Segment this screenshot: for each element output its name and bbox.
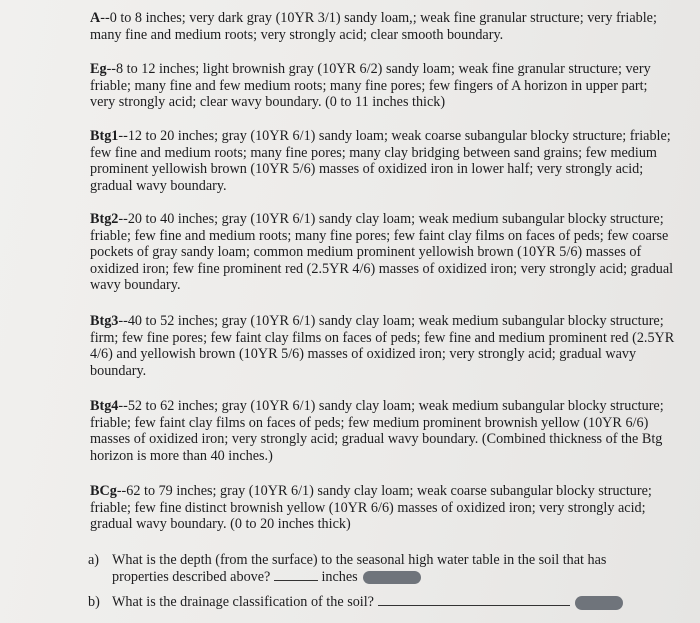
horizon-text: --62 to 79 inches; gray (10YR 6/1) sandy clay loam; weak coarse subangular blocky structure; friable; few fine distinct brownish yellow (10YR 6/6) masses of oxidized iron; very strongly acid; gradual wavy boundary. (0 to 20 inches thick)	[90, 483, 652, 532]
redaction-scribble	[363, 571, 421, 584]
horizon-code: Eg	[90, 61, 107, 77]
horizon-text: --40 to 52 inches; gray (10YR 6/1) sandy clay loam; weak medium subangular blocky structure; firm; few fine pores; few faint clay films on faces of peds; few fine and medium prominent red (2.5YR 4/6) and yellowish brown (10YR 5/6) masses of oxidized iron; very strongly acid; gradual wavy boundary.	[90, 313, 675, 379]
horizon-eg-description	[90, 61, 675, 111]
horizon-code: Btg3	[90, 313, 119, 329]
horizon-btg4-description	[90, 398, 675, 464]
horizon-text: --52 to 62 inches; gray (10YR 6/1) sandy clay loam; weak medium subangular blocky structure; friable; few faint clay films on faces of peds; few medium prominent brownish yellow (10YR 6/6) masses of oxidized iron; very strongly acid; gradual wavy boundary. (Combined thickness of the Btg horizon is more than 40 inches.)	[90, 398, 664, 464]
unit-label: inches	[321, 569, 358, 585]
horizon-text: --20 to 40 inches; gray (10YR 6/1) sandy clay loam; weak medium subangular blocky structure; friable; few fine and medium roots; many fine pores; few faint clay films on faces of peds; few coarse pockets of gray sandy loam; common medium prominent yellowish brown (10YR 5/6) masses of oxidized iron; few fine prominent red (2.5YR 4/6) masses of oxidized iron; very strongly acid; gradual wavy boundary.	[90, 211, 674, 293]
redaction-scribble	[575, 596, 623, 610]
horizon-a-description	[90, 10, 675, 43]
question-b	[88, 594, 678, 611]
horizon-btg2-description	[90, 211, 675, 294]
horizon-btg1-description	[90, 128, 675, 194]
question-marker: b)	[88, 594, 100, 610]
answer-blank-drainage[interactable]	[378, 605, 570, 606]
horizon-bcg-description	[90, 483, 675, 533]
horizon-code: Btg2	[90, 211, 119, 227]
horizon-code: Btg1	[90, 128, 119, 144]
horizon-btg3-description	[90, 313, 675, 379]
horizon-text: --8 to 12 inches; light brownish gray (10YR 6/2) sandy loam; weak fine granular structure; very friable; many fine and few medium roots; many fine pores; few fingers of A horizon in upper part; very strongly acid; clear wavy boundary. (0 to 11 inches thick)	[90, 61, 651, 110]
horizon-code: Btg4	[90, 398, 119, 414]
question-a	[88, 552, 678, 586]
question-text: What is the depth (from the surface) to the seasonal high water table in the soil that has	[112, 552, 607, 568]
answer-blank-depth[interactable]	[274, 580, 318, 581]
horizon-code: BCg	[90, 483, 117, 499]
horizon-code: A	[90, 10, 101, 26]
question-text-continued: properties described above?	[112, 569, 271, 585]
horizon-text: --0 to 8 inches; very dark gray (10YR 3/1) sandy loam,; weak fine granular structure; very friable; many fine and medium roots; very strongly acid; clear smooth boundary.	[90, 10, 657, 43]
horizon-text: --12 to 20 inches; gray (10YR 6/1) sandy loam; weak coarse subangular blocky structure; friable; few fine and medium roots; many fine pores; many clay bridging between sand grains; few medium prominent yellowish brown (10YR 5/6) masses of oxidized iron in lower half; very strongly acid; gradual wavy boundary.	[90, 128, 671, 194]
question-marker: a)	[88, 552, 100, 568]
question-text: What is the drainage classification of the soil?	[112, 594, 374, 610]
